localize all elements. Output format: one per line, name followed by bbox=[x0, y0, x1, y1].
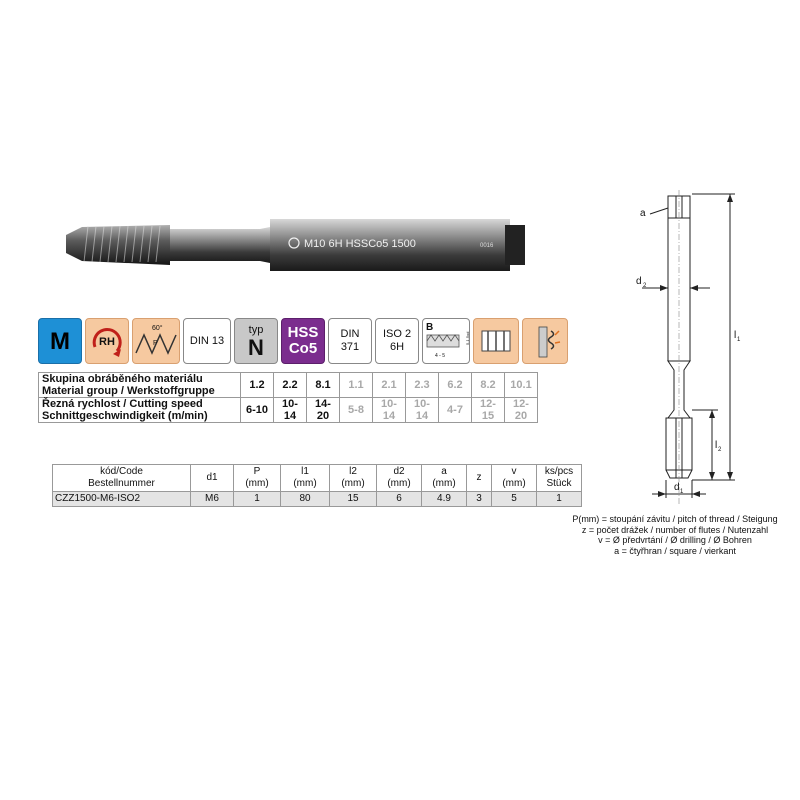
material-group-cell: 2.3 bbox=[406, 373, 439, 398]
cell-l2: 15 bbox=[330, 492, 377, 507]
cell-d1: M6 bbox=[191, 492, 234, 507]
material-group-cell: 2.1 bbox=[373, 373, 406, 398]
note-square: a = čtyřhran / square / vierkant bbox=[614, 545, 736, 556]
cell-d2: 6 bbox=[377, 492, 422, 507]
material-group-label: Skupina obráběného materiálu Material group / Werkstoffgruppe bbox=[39, 373, 241, 398]
label-a: a bbox=[640, 208, 646, 219]
cutting-speed-cell: 14-20 bbox=[307, 398, 340, 423]
chip-flow-icon bbox=[525, 321, 565, 361]
cell-code: CZZ1500-M6-ISO2 bbox=[53, 492, 191, 507]
cutting-speed-label: Řezná rychlost / Cutting speed Schnittgeschwindigkeit (m/min) bbox=[39, 398, 241, 423]
tap-photo bbox=[60, 205, 530, 285]
badge-material-group: M bbox=[38, 318, 82, 364]
material-group-cell: 1.2 bbox=[241, 373, 274, 398]
col-header-d2: d2 (mm) bbox=[377, 465, 422, 492]
badge-chamfer-form bbox=[422, 318, 470, 364]
svg-text:2: 2 bbox=[643, 283, 647, 289]
table-row bbox=[53, 492, 582, 507]
material-group-cell: 1.1 bbox=[340, 373, 373, 398]
material-group-cell: 10.1 bbox=[505, 373, 538, 398]
badge-hss-co5: HSS Co5 bbox=[281, 318, 325, 364]
col-header-v: v (mm) bbox=[492, 465, 537, 492]
legend-notes bbox=[555, 514, 795, 556]
material-group-cell: 2.2 bbox=[274, 373, 307, 398]
material-group-cell: 6.2 bbox=[439, 373, 472, 398]
cell-v: 5 bbox=[492, 492, 537, 507]
badge-straight-flute bbox=[473, 318, 519, 364]
col-header-code: kód/Code Bestellnummer bbox=[53, 465, 191, 492]
col-header-d1: d1 bbox=[191, 465, 234, 492]
badge-right-hand bbox=[85, 318, 129, 364]
svg-text:1: 1 bbox=[680, 489, 684, 495]
svg-text:RH: RH bbox=[99, 336, 115, 348]
badge-iso2-6h: ISO 2 6H bbox=[375, 318, 419, 364]
cell-p: 1 bbox=[234, 492, 281, 507]
svg-text:60°: 60° bbox=[152, 325, 163, 332]
cutting-speed-cell: 10-14 bbox=[373, 398, 406, 423]
badge-din13: DIN 13 bbox=[183, 318, 231, 364]
cutting-speed-cell: 4-7 bbox=[439, 398, 472, 423]
col-header-l1: l1 (mm) bbox=[281, 465, 330, 492]
cell-a: 4.9 bbox=[422, 492, 467, 507]
property-badges bbox=[38, 318, 568, 364]
label-l2: l bbox=[715, 440, 718, 451]
svg-text:5-1.5xd: 5-1.5xd bbox=[465, 331, 470, 345]
technical-drawing bbox=[600, 188, 750, 508]
col-header-pcs: ks/pcs Stück bbox=[537, 465, 582, 492]
cutting-speed-cell: 10-14 bbox=[274, 398, 307, 423]
note-flutes: z = počet drážek / number of flutes / Nutenzahl bbox=[581, 524, 769, 535]
svg-text:2: 2 bbox=[718, 447, 722, 453]
note-pitch: P(mm) = stoupání závitu / pitch of thread / Steigung bbox=[572, 514, 778, 524]
svg-text:B: B bbox=[426, 322, 434, 333]
straight-flute-icon bbox=[476, 321, 516, 361]
rotation-arrow-icon bbox=[87, 321, 127, 361]
svg-text:1: 1 bbox=[737, 337, 741, 343]
tap-engraving-small: 0016 bbox=[480, 243, 494, 249]
label-d2: d bbox=[636, 276, 642, 287]
col-header-a: a (mm) bbox=[422, 465, 467, 492]
cutting-speed-cell: 10-14 bbox=[406, 398, 439, 423]
dimension-table bbox=[52, 464, 582, 507]
material-group-row bbox=[39, 373, 538, 398]
cutting-speed-cell: 6-10 bbox=[241, 398, 274, 423]
cutting-speed-cell: 5-8 bbox=[340, 398, 373, 423]
col-header-z: z bbox=[467, 465, 492, 492]
badge-thread-profile bbox=[132, 318, 180, 364]
badge-type: typ N bbox=[234, 318, 278, 364]
col-header-l2: l2 (mm) bbox=[330, 465, 377, 492]
label-d1: d bbox=[674, 482, 680, 493]
chamfer-form-icon bbox=[423, 319, 469, 363]
thread-profile-icon bbox=[134, 321, 178, 361]
material-group-cell: 8.1 bbox=[307, 373, 340, 398]
badge-din371: DIN 371 bbox=[328, 318, 372, 364]
cell-l1: 80 bbox=[281, 492, 330, 507]
note-drilling: v = Ø předvrtání / Ø drilling / Ø Bohren bbox=[598, 535, 752, 545]
material-group-cell: 8.2 bbox=[472, 373, 505, 398]
dimension-header-row bbox=[53, 465, 582, 492]
badge-chip-flow bbox=[522, 318, 568, 364]
cutting-speed-row bbox=[39, 398, 538, 423]
cutting-speed-cell: 12-15 bbox=[472, 398, 505, 423]
material-speed-table bbox=[38, 372, 538, 423]
svg-text:P: P bbox=[153, 340, 158, 347]
tap-engraving: M10 6H HSSCo5 1500 bbox=[304, 238, 416, 250]
cell-z: 3 bbox=[467, 492, 492, 507]
svg-text:4 - 5: 4 - 5 bbox=[435, 353, 446, 359]
col-header-p: P (mm) bbox=[234, 465, 281, 492]
cutting-speed-cell: 12-20 bbox=[505, 398, 538, 423]
label-l1: l bbox=[734, 330, 737, 341]
cell-pcs: 1 bbox=[537, 492, 582, 507]
